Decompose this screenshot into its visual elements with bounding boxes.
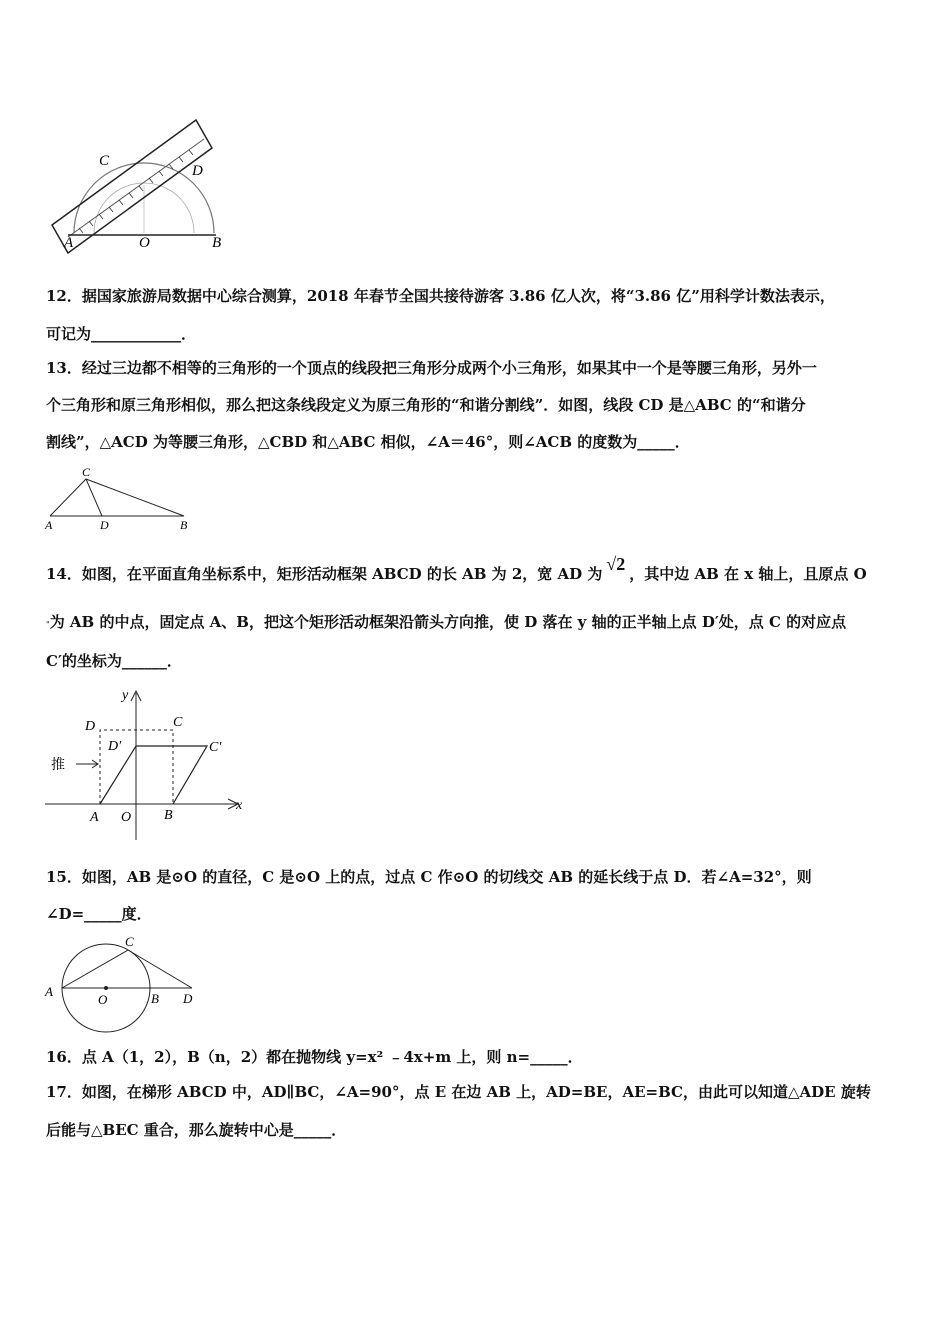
fig14-label-d: D — [85, 719, 96, 734]
fig15-label-o: O — [98, 992, 108, 1007]
q14-line2-wrap — [46, 612, 908, 635]
q14-mark: " — [46, 620, 50, 629]
q14-line1 — [46, 554, 908, 584]
q14-line1b: ，其中边 AB 在 x 轴上，且原点 O — [629, 565, 867, 583]
tri-label-c: C — [82, 465, 91, 479]
label-o: O — [139, 235, 150, 251]
q16-line1: 16．点 A（1，2），B（n，2）都在抛物线 y=x² ﹣4x+m 上，则 n=_____． — [46, 1048, 583, 1066]
q13-line1: 13．经过三边都不相等的三角形的一个顶点的线段把三角形分成两个小三角形，如果其中一个是等腰三角形，另外一 — [46, 359, 817, 377]
q15-line2: ∠D=_____度． — [46, 905, 152, 923]
fig14-label-cprime: C′ — [209, 740, 222, 755]
label-d: D — [192, 163, 203, 179]
fig14-label-c: C — [173, 715, 183, 730]
fig15-label-c: C — [125, 934, 134, 949]
coordinate-figure — [42, 685, 252, 845]
fig14-label-o: O — [121, 810, 132, 825]
tri-label-b: B — [180, 518, 188, 532]
protractor-figure — [44, 115, 244, 255]
q14-line1a: 14．如图，在平面直角坐标系中，矩形活动框架 ABCD 的长 AB 为 2，宽 AD 为 — [46, 565, 603, 583]
fig15-label-b: B — [151, 991, 159, 1006]
q15-line1: 15．如图，AB 是⊙O 的直径，C 是⊙O 上的点，过点 C 作⊙O 的切线交 AB 的延长线于点 D．若∠A=32°，则 — [46, 868, 812, 886]
fig14-label-a: A — [90, 810, 99, 825]
push-label: 推 — [51, 758, 65, 773]
tri-label-a: A — [45, 518, 53, 532]
sqrt2: √2 — [606, 554, 626, 574]
tri-label-d: D — [100, 518, 109, 532]
circle-figure — [42, 932, 207, 1034]
label-b: B — [212, 235, 222, 251]
fig14-label-dprime: D′ — [108, 739, 122, 754]
fig15-label-d: D — [183, 991, 193, 1006]
fig14-label-b: B — [164, 808, 173, 823]
fig15-label-a: A — [45, 984, 53, 999]
q17-line2: 后能与△BEC 重合，那么旋转中心是_____． — [46, 1121, 347, 1139]
axis-label-y: y — [122, 688, 129, 703]
q13-line2: 个三角形和原三角形相似，那么把这条线段定义为原三角形的“和谐分割线”．如图，线段 CD 是△ABC 的“和谐分 — [46, 396, 806, 414]
q13-line3: 割线”，△ACD 为等腰三角形，△CBD 和△ABC 相似，∠A＝46°，则∠ACB 的度数为_____． — [46, 433, 690, 451]
q17-line1: 17．如图，在梯形 ABCD 中，AD∥BC，∠A=90°，点 E 在边 AB 上，AD=BE，AE=BC，由此可以知道△ADE 旋转 — [46, 1083, 871, 1101]
axis-label-x: x — [236, 798, 243, 813]
q12-line2: 可记为____________． — [46, 325, 197, 343]
q14-line3: C′的坐标为______． — [46, 652, 182, 670]
triangle-figure — [42, 464, 202, 534]
q14-line2: 为 AB 的中点，固定点 A、B，把这个矩形活动框架沿箭头方向推，使 D 落在 y 轴的正半轴上点 D′处，点 C 的对应点 — [49, 613, 847, 631]
label-c: C — [99, 153, 110, 169]
q12-line1: 12．据国家旅游局数据中心综合测算，2018 年春节全国共接待游客 3.86 亿人次，将“3.86 亿”用科学计数法表示， — [46, 287, 835, 305]
label-a: A — [64, 235, 74, 251]
